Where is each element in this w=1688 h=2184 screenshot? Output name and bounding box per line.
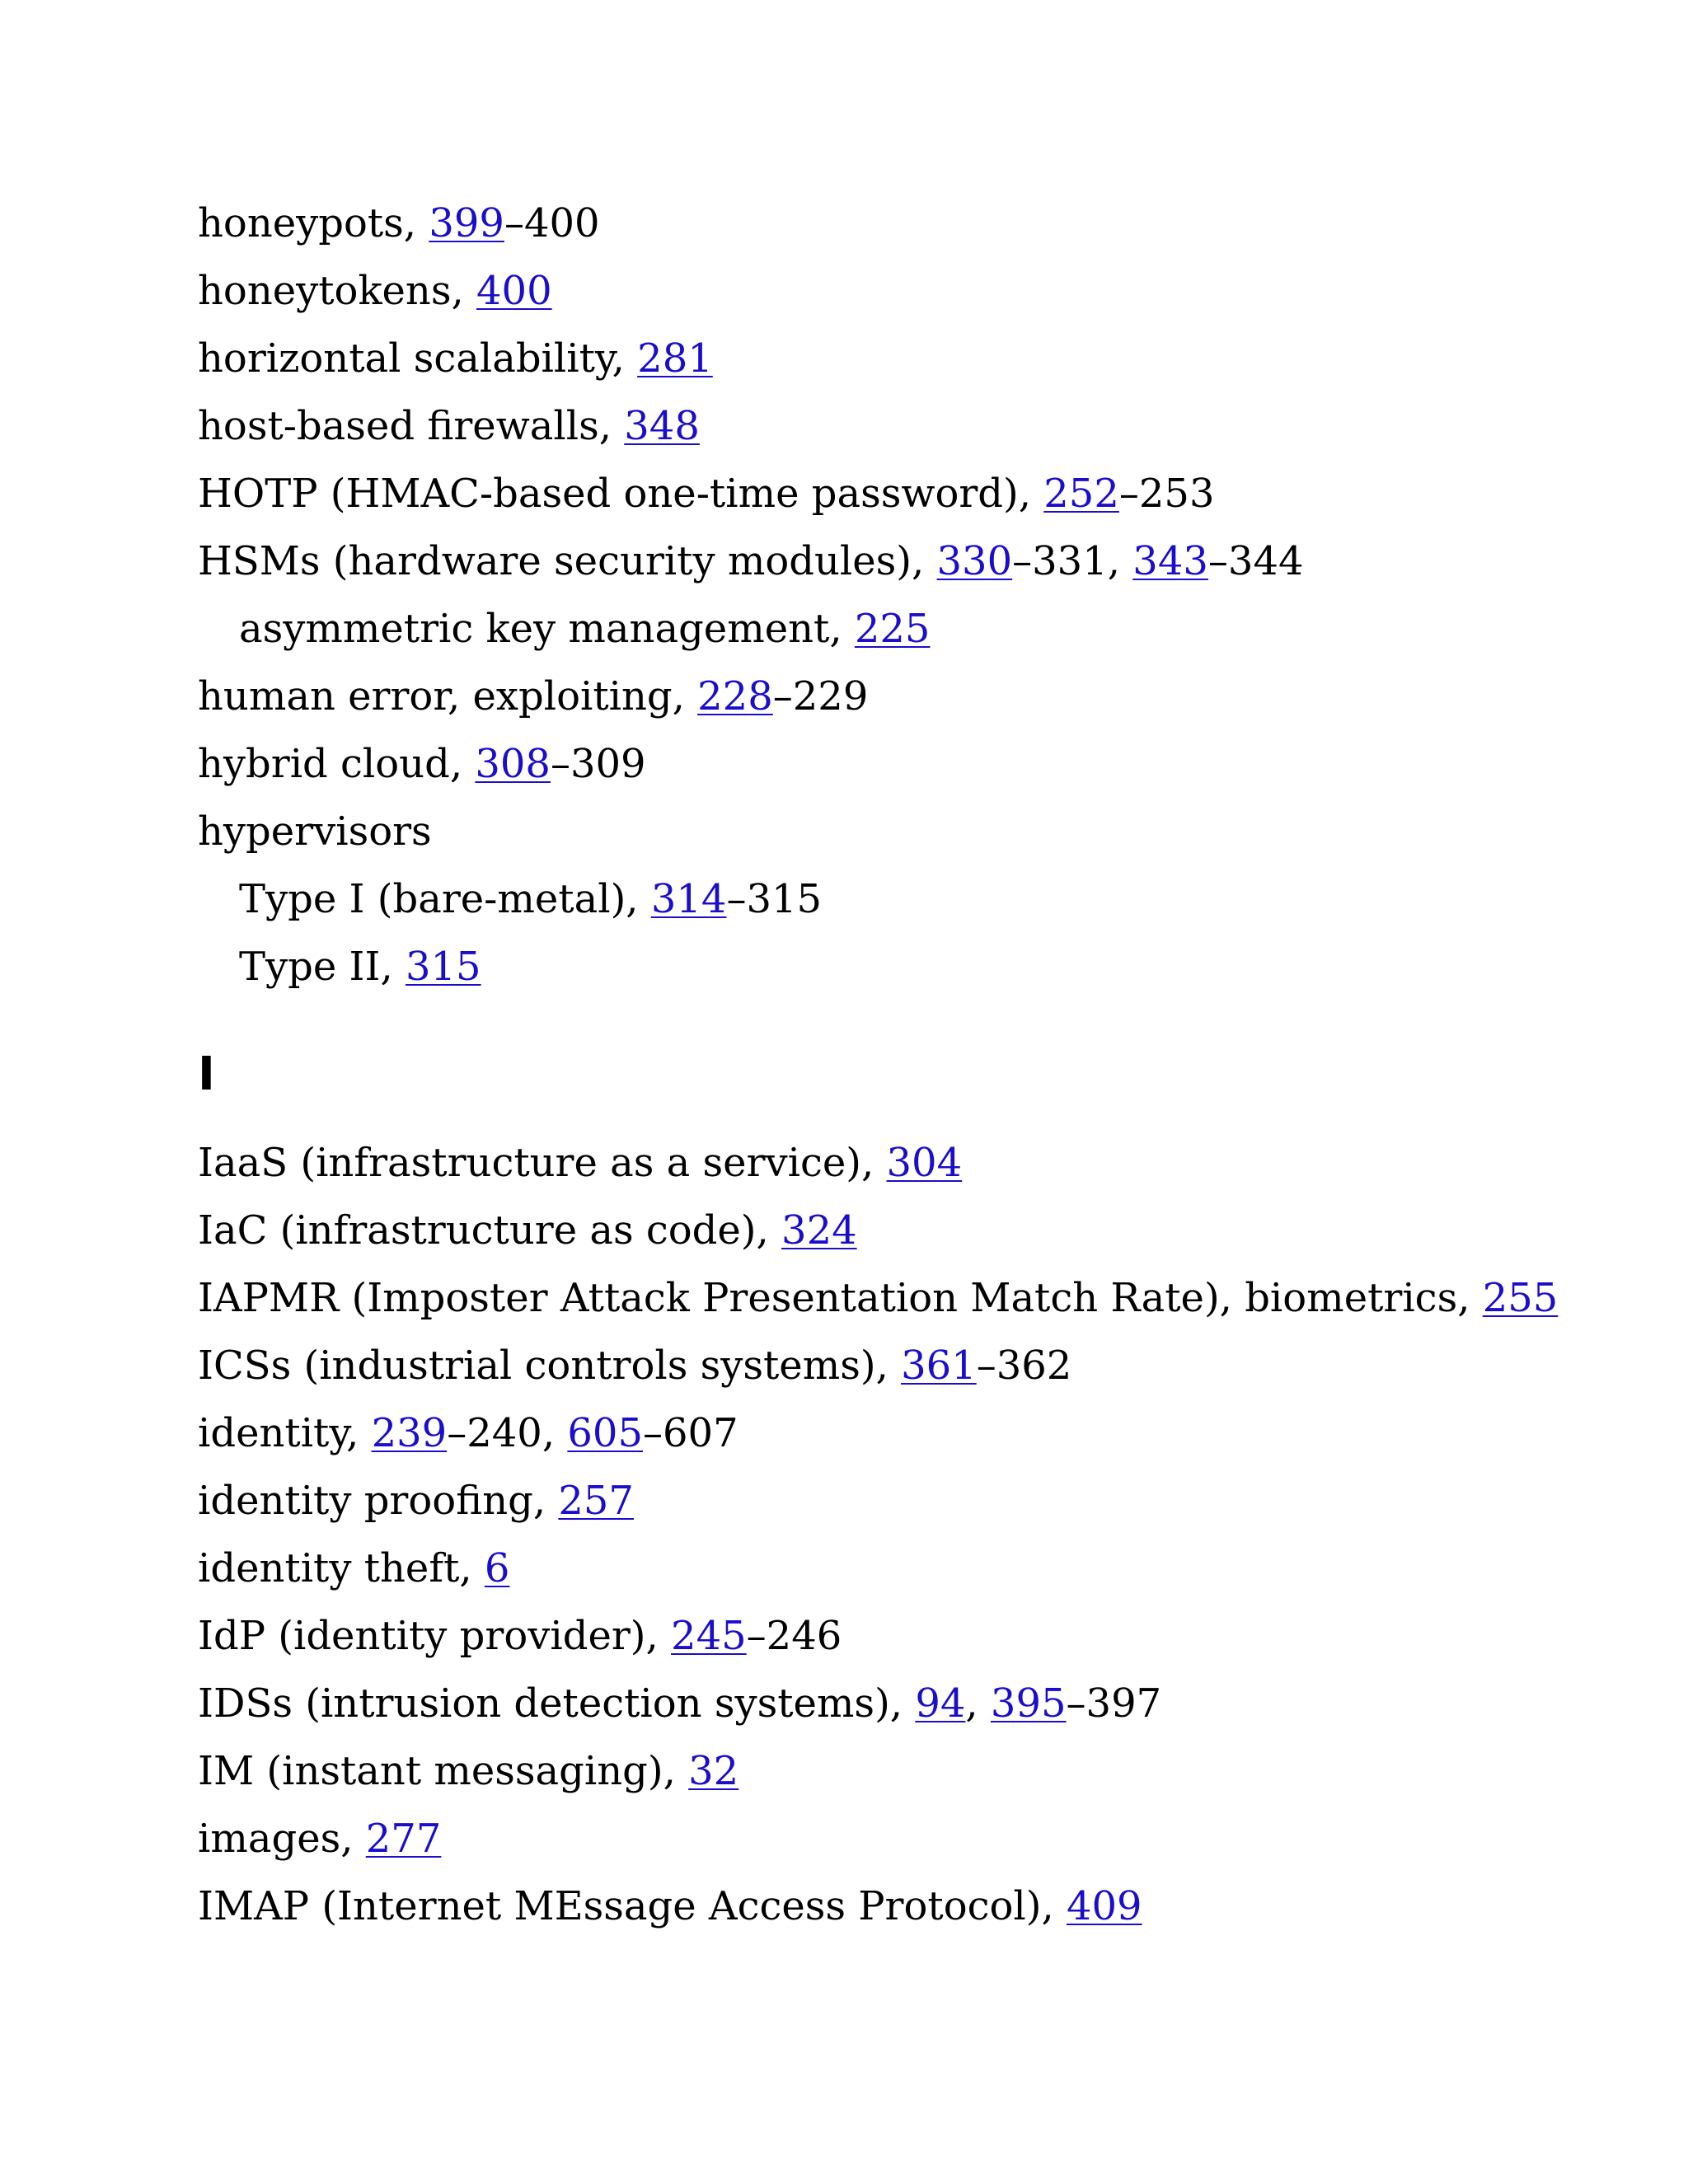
page-reference-link[interactable]: 32: [688, 1748, 739, 1794]
index-term: IAPMR (Imposter Attack Presentation Match Rate), biometrics,: [198, 1275, 1483, 1321]
page-reference-link[interactable]: 239: [371, 1410, 448, 1456]
index-entry: [198, 663, 1599, 730]
index-entry: [198, 1670, 1599, 1737]
page-reference-link[interactable]: 308: [475, 741, 551, 787]
index-entry: [198, 1602, 1599, 1670]
page-reference-link[interactable]: 409: [1066, 1883, 1142, 1929]
page-reference-link[interactable]: 94: [915, 1680, 966, 1727]
page-range-text: –331,: [1012, 538, 1133, 584]
page-range-text: –253: [1118, 471, 1215, 517]
index-term: ICSs (industrial controls systems),: [198, 1343, 902, 1389]
page-reference-link[interactable]: 252: [1043, 471, 1119, 517]
page-range-text: ,: [965, 1680, 991, 1727]
index-entry: [198, 1467, 1599, 1535]
index-term: human error, exploiting,: [198, 673, 698, 719]
index-term: horizontal scalability,: [198, 335, 638, 382]
page-range-text: –315: [726, 876, 823, 922]
index-term: Type II,: [239, 944, 406, 990]
index-term: honeypots,: [198, 200, 429, 246]
index-page: [198, 190, 1599, 1940]
page-reference-link[interactable]: 228: [697, 673, 773, 719]
page-reference-link[interactable]: 343: [1132, 538, 1208, 584]
index-term: IdP (identity provider),: [198, 1613, 672, 1659]
page-reference-link[interactable]: 348: [624, 403, 700, 449]
index-entry: [198, 1535, 1599, 1602]
page-reference-link[interactable]: 324: [781, 1207, 857, 1254]
index-entry: [198, 1399, 1599, 1467]
page-reference-link[interactable]: 315: [405, 944, 481, 990]
index-entry: [198, 1872, 1599, 1940]
page-reference-link[interactable]: 304: [886, 1140, 963, 1186]
index-entry: [198, 1737, 1599, 1805]
index-entry: [198, 460, 1599, 527]
page-reference-link[interactable]: 277: [365, 1816, 442, 1862]
index-term: images,: [198, 1816, 366, 1862]
index-subentry: [198, 865, 1599, 933]
page-reference-link[interactable]: 399: [429, 200, 504, 246]
index-subentry: [198, 595, 1599, 663]
page-reference-link[interactable]: 281: [637, 335, 713, 382]
page-reference-link[interactable]: 395: [990, 1680, 1067, 1727]
page-reference-link[interactable]: 330: [936, 538, 1013, 584]
index-term: IaaS (infrastructure as a service),: [198, 1140, 887, 1186]
page-reference-link[interactable]: 225: [854, 606, 931, 652]
index-entry: [198, 798, 1599, 865]
index-letter-heading: [198, 1040, 1599, 1109]
page-range-text: –400: [504, 200, 600, 246]
index-entry: [198, 325, 1599, 392]
index-term: HOTP (HMAC-based one-time password),: [198, 471, 1044, 517]
page-range-text: –309: [550, 741, 646, 787]
page-range-text: –362: [976, 1343, 1072, 1389]
page-reference-link[interactable]: 257: [558, 1478, 634, 1524]
index-term: IMAP (Internet MEssage Access Protocol),: [198, 1883, 1067, 1929]
index-entry: [198, 392, 1599, 460]
index-entry: [198, 1332, 1599, 1399]
page-range-text: –229: [772, 673, 869, 719]
index-term: asymmetric key management,: [239, 606, 855, 652]
page-range-text: –344: [1207, 538, 1304, 584]
page-range-text: –607: [642, 1410, 738, 1456]
page-reference-link[interactable]: 400: [476, 268, 552, 314]
index-subentry: [198, 933, 1599, 1001]
index-term: identity proofing,: [198, 1478, 559, 1524]
index-term: hypervisors: [198, 808, 432, 855]
page-reference-link[interactable]: 361: [901, 1343, 977, 1389]
index-term: identity,: [198, 1410, 372, 1456]
page-reference-link[interactable]: 245: [671, 1613, 747, 1659]
page-range-text: –397: [1066, 1680, 1162, 1727]
index-entry: [198, 1197, 1599, 1264]
page-reference-link[interactable]: 6: [484, 1545, 510, 1591]
index-term: Type I (bare-metal),: [239, 876, 651, 922]
index-term: IaC (infrastructure as code),: [198, 1207, 782, 1254]
index-entry: [198, 527, 1599, 595]
index-term: IDSs (intrusion detection systems),: [198, 1680, 916, 1727]
index-entry: [198, 257, 1599, 325]
index-entry: [198, 1264, 1599, 1332]
index-entry: [198, 1129, 1599, 1197]
index-term: hybrid cloud,: [198, 741, 476, 787]
page-reference-link[interactable]: 314: [650, 876, 727, 922]
index-term: HSMs (hardware security modules),: [198, 538, 937, 584]
page-range-text: –240,: [447, 1410, 568, 1456]
page-reference-link[interactable]: 605: [567, 1410, 643, 1456]
index-entry: [198, 1805, 1599, 1872]
index-entry: [198, 730, 1599, 798]
page-reference-link[interactable]: 255: [1482, 1275, 1559, 1321]
page-range-text: –246: [746, 1613, 842, 1659]
index-term: honeytokens,: [198, 268, 476, 314]
index-entry: [198, 190, 1599, 257]
index-term: host-based firewalls,: [198, 403, 625, 449]
index-term: identity theft,: [198, 1545, 485, 1591]
heading-letter: I: [198, 1047, 215, 1101]
index-term: IM (instant messaging),: [198, 1748, 689, 1794]
